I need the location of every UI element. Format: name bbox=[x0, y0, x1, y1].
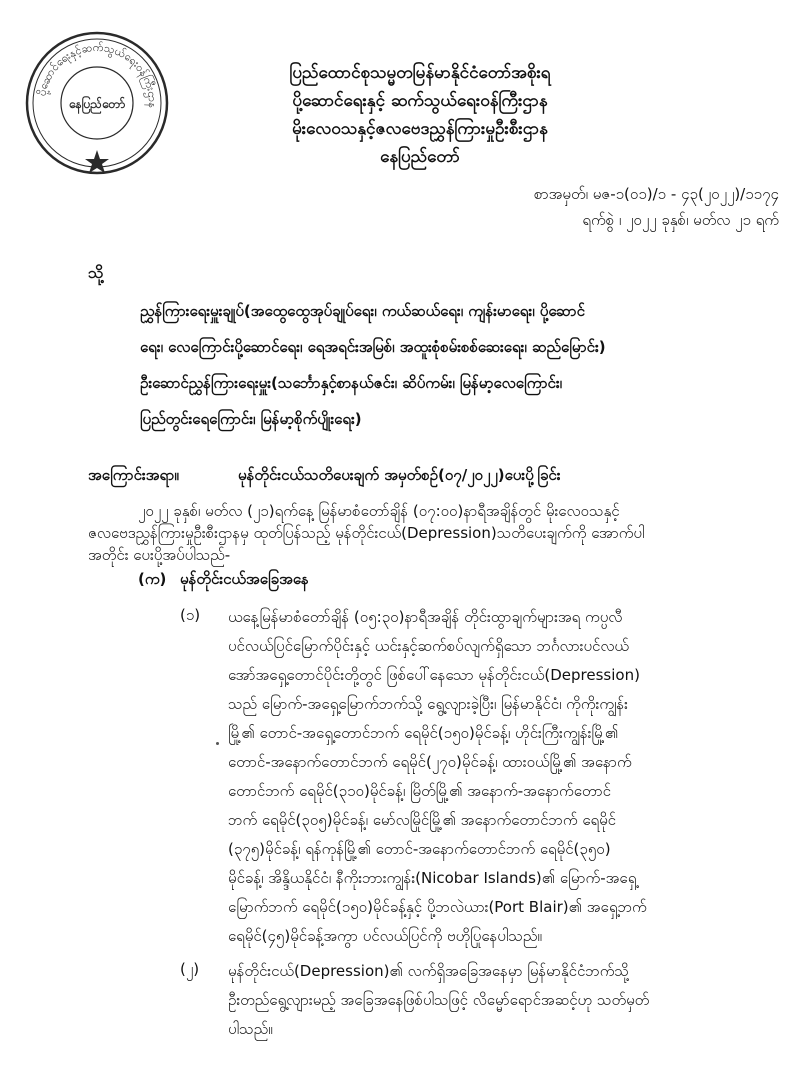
seal-center-text: နေပြည်တော် bbox=[68, 97, 126, 111]
subject-label: အကြောင်းအရာ။ bbox=[88, 466, 179, 484]
intro-line: ၂၀၂၂ ခုနှစ်၊ မတ်လ (၂၁)ရက်နေ့ မြန်မာစံတော်ချိန် (၀၇:၀၀)နာရီအချိန်တွင် မိုးလေဝသနှင့် bbox=[138, 502, 620, 520]
header-department: မိုးလေဝသနှင့်ဇလဗေဒညွှန်ကြားမှုဦးစီးဌာန bbox=[292, 119, 548, 139]
header-ministry: ပို့ဆောင်ရေးနှင့် ဆက်သွယ်ရေးဝန်ကြီးဌာန bbox=[292, 91, 548, 111]
item-1-line: မိုင်ခန့်၊ အိန္ဒိယနိုင်ငံ၊ နီကိုးဘားကျွန်း(Nicobar Islands)၏ မြောက်-အရှေ့ bbox=[228, 869, 637, 887]
item-1-line: ရေမိုင်(၄၅)မိုင်ခန့်အကွာ ပင်လယ်ပြင်ကို ဗဟိုပြုနေပါသည်။ bbox=[228, 927, 542, 945]
item-1-line: ဘက် ရေမိုင်(၃၀၅)မိုင်ခန့်၊ မော်လမြိုင်မြို့၏ အနောက်တောင်ဘက် ရေမိုင် bbox=[228, 811, 616, 829]
addressee-line: ညွှန်ကြားရေးမှူးချုပ်(အထွေထွေအုပ်ချုပ်ရေး၊ ကယ်ဆယ်ရေး၊ ကျန်းမာရေး၊ ပို့ဆောင် bbox=[140, 302, 585, 320]
header-city: နေပြည်တော် bbox=[380, 147, 460, 167]
section-title: မုန်တိုင်းငယ်အခြေအနေ bbox=[180, 570, 309, 588]
official-seal bbox=[22, 28, 172, 178]
item-2-line: ဦးတည်ရွေ့လျားမည့် အခြေအနေဖြစ်ပါသဖြင့် လိမ္မော်ရောင်အဆင့်ဟု သတ်မှတ် bbox=[228, 991, 650, 1009]
margin-mark bbox=[216, 742, 219, 745]
item-2-paragraph bbox=[228, 960, 768, 1047]
letter-number: စာအမှတ်၊ မဇ-၁(၀၁)/၁ - ၄၃(၂၀၂၂)/၁၁၇၄ bbox=[534, 185, 779, 203]
item-2-line: ပါသည်။ bbox=[228, 1020, 273, 1038]
to-label: သို့ bbox=[88, 263, 104, 282]
item-1-line: အော်အရှေ့တောင်ပိုင်းတို့တွင် ဖြစ်ပေါ်နေသော မုန်တိုင်းငယ်(Depression) bbox=[228, 666, 640, 684]
addressee-line: ပြည်တွင်းရေကြောင်း၊ မြန်မာ့စိုက်ပျိုးရေး) bbox=[140, 410, 362, 428]
seal-graphic bbox=[22, 28, 172, 178]
section-marker: (က) bbox=[138, 570, 167, 588]
item-1-line: (၃၇၅)မိုင်ခန့်၊ ရန်ကုန်မြို့၏ တောင်-အနောက်တောင်ဘက် ရေမိုင်(၃၅၀) bbox=[228, 840, 611, 858]
item-1-line: သည် မြောက်-အရှေ့မြောက်ဘက်သို့ ရွေ့လျားခဲ့ပြီး၊ မြန်မာနိုင်ငံ၊ ကိုကိုးကျွန်း bbox=[228, 695, 628, 713]
header-government: ပြည်ထောင်စုသမ္မတမြန်မာနိုင်ငံတော်အစိုးရ bbox=[289, 63, 551, 83]
item-1-line: ယနေ့မြန်မာစံတော်ချိန် (၀၅:၃၀)နာရီအချိန် တိုင်းထွာချက်များအရ ကပ္ပလီ bbox=[228, 608, 623, 626]
subject-text: မုန်တိုင်းငယ်သတိပေးချက် အမှတ်စဉ်(၀၇/၂၀၂၂)ပေးပို့ခြင်း bbox=[238, 466, 561, 484]
item-1-line: တောင်ဘက် ရေမိုင်(၃၁၀)မိုင်ခန့်၊ မြိတ်မြို့၏ အနောက်-အနောက်တောင် bbox=[228, 782, 611, 800]
item-2-line: မုန်တိုင်းငယ်(Depression)၏ လက်ရှိအခြေအနေမှာ မြန်မာနိုင်ငံဘက်သို့ bbox=[228, 962, 629, 980]
letter-date: ရက်စွဲ ၊ ၂၀၂၂ ခုနှစ်၊ မတ်လ ၂၁ ရက် bbox=[582, 211, 779, 229]
addressee-line: ရေး၊ လေကြောင်းပို့ဆောင်ရေး၊ ရေအရင်းအမြစ်၊ အထူးစုံစမ်းစစ်ဆေးရေး၊ ဆည်မြောင်း) bbox=[140, 338, 606, 356]
star-icon bbox=[85, 150, 109, 173]
seal-ring-text: ပို့ဆောင်ရေးနှင့်ဆက်သွယ်ရေးဝန်ကြီးဌာန bbox=[35, 40, 160, 109]
item-1-line: တောင်-အနောက်တောင်ဘက် ရေမိုင်(၂၇၀)မိုင်ခန့်၊ ထားဝယ်မြို့၏ အနောက် bbox=[228, 753, 632, 771]
item-1-line: မြို့၏ တောင်-အရှေ့တောင်ဘက် ရေမိုင်(၁၅၀)မိုင်ခန့်၊ ဟိုင်းကြီးကျွန်းမြို့၏ bbox=[228, 724, 619, 742]
item-number: (၂) bbox=[180, 960, 200, 978]
item-number: (၁) bbox=[180, 606, 201, 624]
item-1-paragraph bbox=[228, 606, 768, 954]
item-1-line: ပင်လယ်ပြင်မြောက်ပိုင်းနှင့် ယင်းနှင့်ဆက်စပ်လျက်ရှိသော ဘင်္ဂလားပင်လယ် bbox=[228, 637, 629, 655]
addressee-line: ဦးဆောင်ညွှန်ကြားရေးမှူး(သင်္ဘောနှင့်စာနယ်ဇင်း၊ ဆိပ်ကမ်း၊ မြန်မာ့လေကြောင်း၊ bbox=[140, 374, 563, 392]
addressee-block bbox=[140, 300, 760, 430]
intro-line: ဇလဗေဒညွှန်ကြားမှုဦးစီးဌာနမှ ထုတ်ပြန်သည့် မုန်တိုင်းငယ်(Depression)သတိပေးချက်ကို အောက်ပါ bbox=[88, 524, 645, 542]
intro-line: အတိုင်း ပေးပို့အပ်ပါသည်- bbox=[88, 546, 231, 564]
intro-paragraph bbox=[88, 500, 768, 566]
item-1-line: မြောက်ဘက် ရေမိုင်(၁၅၀)မိုင်ခန့်နှင့် ပို့ဘလဲယား(Port Blair)၏ အရှေ့ဘက် bbox=[228, 898, 647, 916]
